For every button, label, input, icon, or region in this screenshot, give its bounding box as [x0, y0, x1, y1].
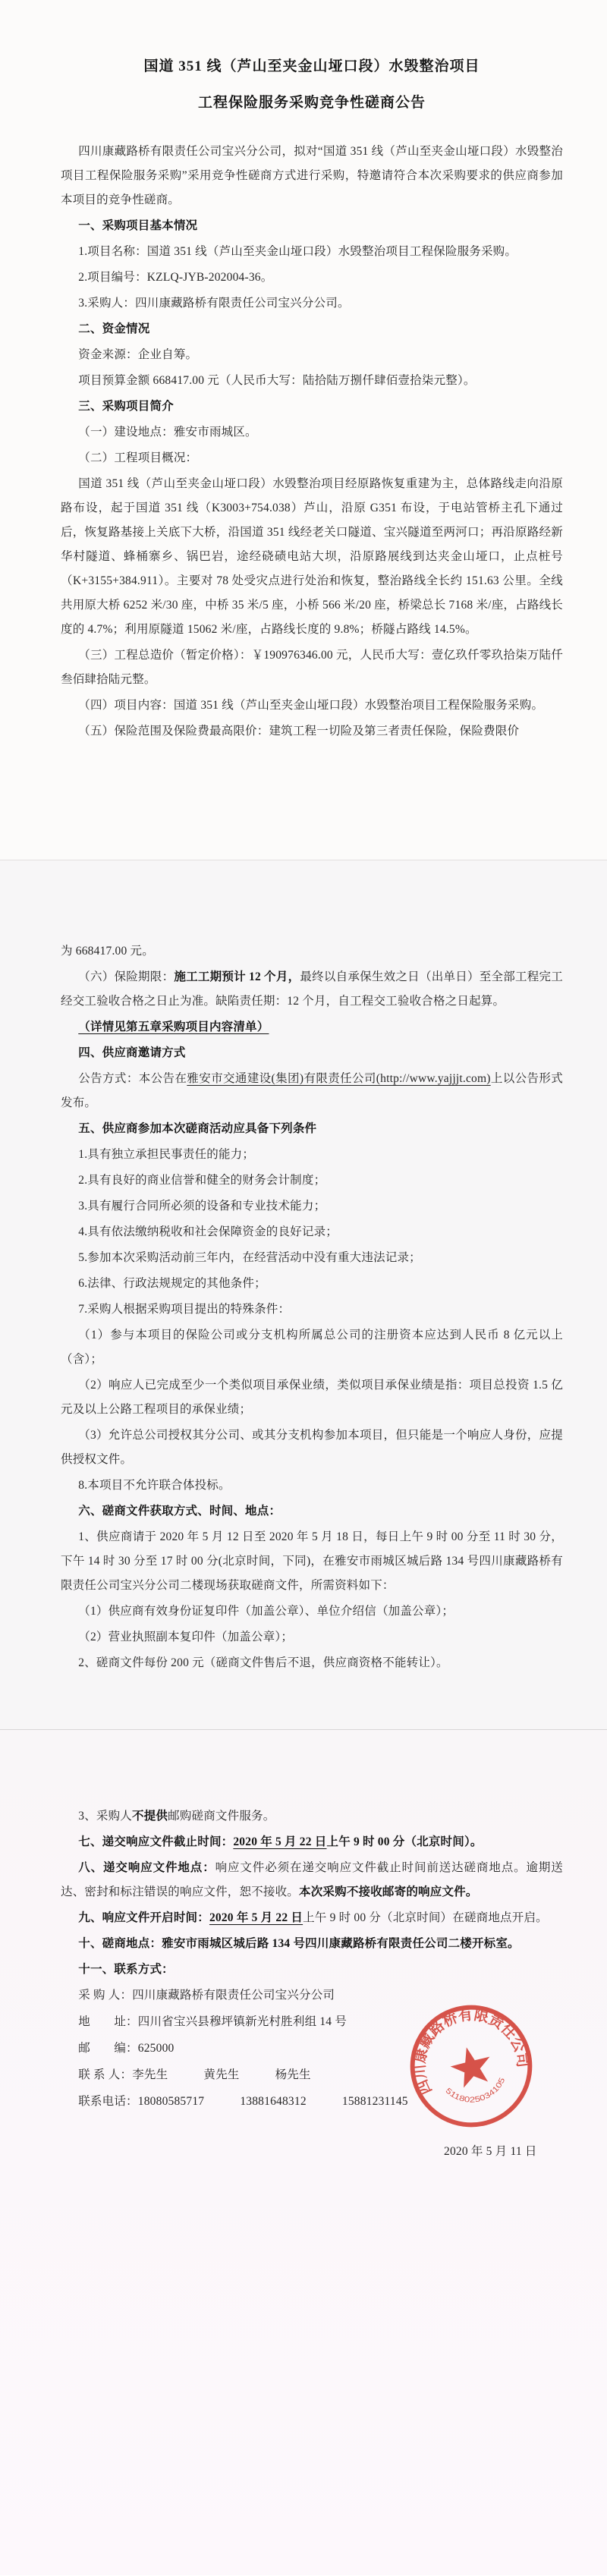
project-content: （四）项目内容：国道 351 线（芦山至夹金山垭口段）水毁整治项目工程保险服务采购。	[78, 699, 544, 712]
document-title-line2: 工程保险服务采购竞争性磋商公告	[197, 95, 426, 111]
project-overview-label: （二）工程项目概况：	[78, 451, 198, 464]
page-2	[0, 860, 607, 1730]
contact-block	[61, 1983, 563, 2114]
section-3-heading: 三、采购项目简介	[78, 400, 174, 413]
contact-buyer: 采 购 人：四川康藏路桥有限责任公司宝兴分公司	[78, 1989, 335, 2002]
seal-company-name: 四川康藏路桥有限责任公司	[411, 2006, 531, 2097]
intro-paragraph: 四川康藏路桥有限责任公司宝兴分公司，拟对“国道 351 线（芦山至夹金山垭口段）水毁整治项目工程保险服务采购”采用竞争性磋商方式进行采购，特邀请符合本次采购要求的供应商参加本项目的竞争性磋商。	[61, 145, 563, 206]
document-obtain-item-1: 1、供应商请于 2020 年 5 月 12 日至 2020 年 5 月 18 日，每日上午 9 时 00 分至 11 时 30 分，下午 14 时 30 分至 17 时 00 分(北京时间，下同)，在雅安市雨城区城后路 134 号四川康藏路桥有限责任公司宝兴分公司二楼现场获取磋商文件，所需资料如下：	[61, 1530, 563, 1592]
supplier-condition-2: 2.具有良好的商业信誉和健全的财务会计制度；	[78, 1174, 326, 1187]
supplier-condition-7: 7.采购人根据采购项目提出的特殊条件：	[78, 1303, 291, 1316]
insurance-period-duration: 施工工期预计 12 个月，	[174, 970, 300, 983]
announcement-website: 雅安市交通建设(集团)有限责任公司(http://www.yajjjt.com)	[187, 1072, 491, 1085]
special-condition-2: （2）响应人已完成至少一个类似项目承保业绩，类似项目承保业绩是指：项目总投资 1.5 亿元及以上公路工程项目的承保业绩；	[61, 1379, 563, 1416]
announcement-method	[61, 1067, 563, 1115]
insurance-period	[61, 965, 563, 1014]
insurance-period-rest: 最终以自承保生效之日（出单日）至全部工程完工经交工验收合格之日止为准。缺陷责任期：12 个月，自工程交工验收合格之日起算。	[61, 970, 563, 1008]
page-1	[0, 0, 607, 860]
document-obtain-item-2: 2、磋商文件每份 200 元（磋商文件售后不退，供应商资格不能转让）。	[78, 1656, 448, 1669]
announcement-suffix: 上以公告形式发布。	[61, 1072, 564, 1109]
fund-source: 资金来源：企业自筹。	[78, 348, 198, 361]
supplier-condition-4: 4.具有依法缴纳税收和社会保障资金的良好记录；	[78, 1225, 338, 1238]
purchaser: 3.采购人：四川康藏路桥有限责任公司宝兴分公司。	[78, 297, 350, 310]
document-obtain-item-3: 3、采购人不提供邮购磋商文件服务。	[78, 1810, 275, 1823]
opening-date: 2020 年 5 月 22 日	[209, 1911, 304, 1924]
section-5-heading: 五、供应商参加本次磋商活动应具备下列条件	[78, 1122, 317, 1135]
special-condition-3: （3）允许总公司授权其分公司、或其分支机构参加本项目，但只能是一个响应人身份，应提供授权文件。	[61, 1429, 563, 1466]
supplier-condition-5: 5.参加本次采购活动前三年内，在经营活动中没有重大违法记录；	[78, 1251, 421, 1264]
section-6-heading: 六、磋商文件获取方式、时间、地点：	[78, 1505, 281, 1518]
project-number: 2.项目编号：KZLQ-JYB-202004-36。	[78, 271, 273, 284]
deadline-date: 2020 年 5 月 22 日	[233, 1835, 327, 1848]
project-name: 1.项目名称：国道 351 线（芦山至夹金山垭口段）水毁整治项目工程保险服务采购。	[78, 245, 517, 258]
page-3	[0, 1730, 607, 2575]
signature-date: 2020 年 5 月 11 日	[444, 2145, 537, 2158]
contact-persons: 联 系 人：李先生 黄先生 杨先生	[78, 2068, 311, 2081]
required-material-1: （1）供应商有效身份证复印件（加盖公章）、单位介绍信（加盖公章）；	[78, 1605, 454, 1618]
section-1-heading: 一、采购项目基本情况	[78, 219, 198, 232]
supplier-condition-1: 1.具有独立承担民事责任的能力；	[78, 1148, 255, 1161]
section-8-submission-place: 八、递交响应文件地点：响应文件必须在递交响应文件截止时间前送达磋商地点。逾期送达、密封和标注错误的响应文件，恕不接收。本次采购不接收邮寄的响应文件。	[61, 1861, 563, 1898]
section-4-heading: 四、供应商邀请方式	[78, 1046, 186, 1059]
detail-note: （详情见第五章采购项目内容清单）	[78, 1021, 269, 1033]
insurance-scope-part1: （五）保险范围及保险费最高限价：建筑工程一切险及第三者责任保险，保险费限价	[78, 725, 520, 738]
project-cost: （三）工程总造价（暂定价格）：￥190976346.00 元，人民币大写：壹亿玖仟零玖拾柒万陆仟叁佰肆拾陆元整。	[61, 649, 563, 686]
project-overview: 国道 351 线（芦山至夹金山垭口段）水毁整治项目经原路恢复重建为主，总体路线走向沿原路布设，起于国道 351 线（K3003+754.038）芦山，沿原 G351 布设，于电站管桥主孔下通过后，恢复路基接上关底下大桥，沿国道 351 线经老关口隧道、宝兴隧道至两河口；再沿原路经新华村隧道、蜂桶寨乡、锅巴岩，途经硗碛电站大坝，沿原路展线到达夹金山垭口，止点桩号（K+3155+384.911）。主要对 78 处受灾点进行处治和恢复，整治路线全长约 151.63 公里。全线共用原大桥 6252 米/30 座，中桥 35 米/5 座，小桥 566 米/20 座，桥梁总长 7168 米/座，占路线长度的 4.7%；利用原隧道 15062 米/座，占路线长度的 9.8%；桥隧占路线 14.5%。	[61, 477, 563, 636]
contact-phones: 联系电话：18080585717 13881648312 15881231145	[78, 2095, 408, 2108]
section-10-venue: 十、磋商地点：雅安市雨城区城后路 134 号四川康藏路桥有限责任公司二楼开标室。	[78, 1937, 520, 1950]
section-7-deadline: 七、递交响应文件截止时间：2020 年 5 月 22 日上午 9 时 00 分（北京时间）。	[78, 1835, 483, 1848]
document-title-line1: 国道 351 线（芦山至夹金山垭口段）水毁整治项目	[143, 58, 480, 74]
construction-location: （一）建设地点：雅安市雨城区。	[78, 426, 257, 439]
contact-zipcode: 邮 编：625000	[78, 2042, 175, 2055]
insurance-scope-part2: 为 668417.00 元。	[61, 945, 154, 958]
section-9-opening-time: 九、响应文件开启时间：2020 年 5 月 22 日上午 9 时 00 分（北京时间）在磋商地点开启。	[78, 1911, 548, 1924]
supplier-condition-3: 3.具有履行合同所必须的设备和专业技术能力；	[78, 1200, 326, 1213]
supplier-condition-6: 6.法律、行政法规规定的其他条件；	[78, 1277, 266, 1290]
insurance-period-label: （六）保险期限：	[78, 970, 175, 983]
contact-address: 地 址：四川省宝兴县穆坪镇新光村胜利组 14 号	[78, 2015, 348, 2028]
seal-registration-number: 5118025034105	[443, 2077, 507, 2105]
section-11-heading: 十一、联系方式：	[78, 1963, 174, 1976]
section-2-heading: 二、资金情况	[78, 322, 150, 335]
required-material-2: （2）营业执照副本复印件（加盖公章）；	[78, 1631, 294, 1643]
special-condition-1: （1）参与本项目的保险公司或分支机构所属总公司的注册资本应达到人民币 8 亿元以上 （含）；	[61, 1329, 563, 1366]
announcement-prefix: 公告方式：本公告在	[78, 1072, 187, 1085]
project-budget: 项目预算金额 668417.00 元（人民币大写：陆拾陆万捌仟肆佰壹拾柒元整）。	[78, 374, 476, 387]
supplier-condition-8: 8.本项目不允许联合体投标。	[78, 1479, 231, 1492]
